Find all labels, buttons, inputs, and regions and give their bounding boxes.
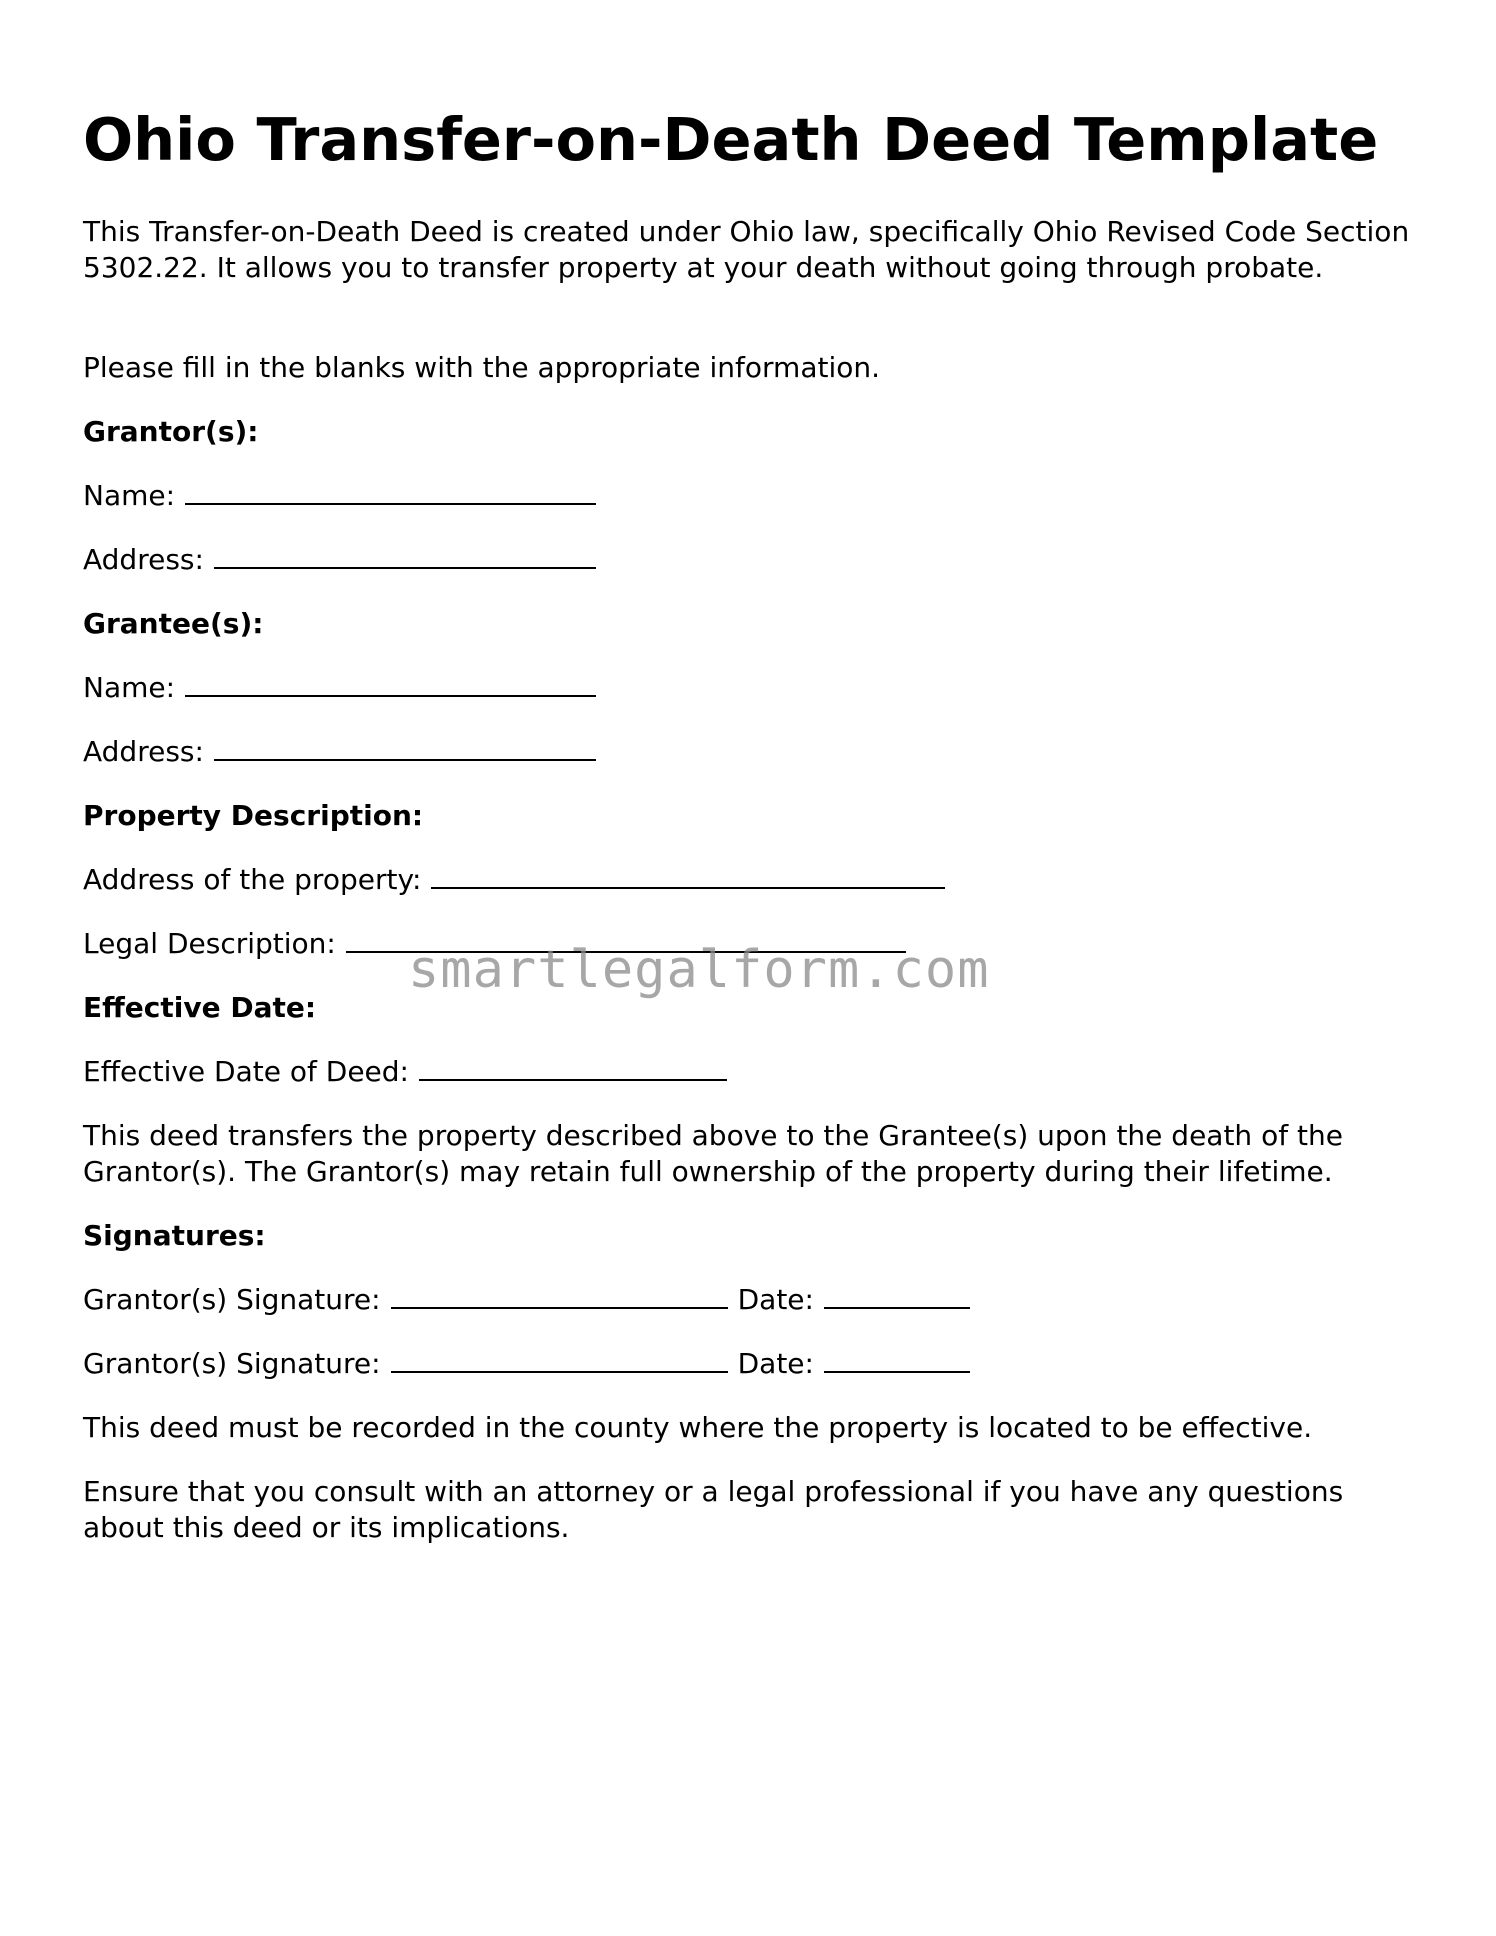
signature-field[interactable] — [391, 1347, 728, 1373]
consult-note: Ensure that you consult with an attorney or a legal professional if you have any questions about this deed or its implications. — [83, 1475, 1344, 1544]
grantor-name-field[interactable] — [185, 479, 596, 505]
signature-row — [83, 1346, 970, 1382]
signature-date-field[interactable] — [824, 1347, 970, 1373]
effective-date-field[interactable] — [419, 1055, 727, 1081]
instruction-text: Please fill in the blanks with the appropriate information. — [83, 351, 881, 384]
signature-field[interactable] — [391, 1283, 728, 1309]
signature-date-label: Date: — [737, 1347, 814, 1380]
intro-paragraph: This Transfer-on-Death Deed is created under Ohio law, specifically Ohio Revised Code Section 5302.22. It allows you to transfer property at your death without going through probate. — [83, 215, 1410, 284]
grantor-address-row — [83, 542, 596, 578]
signature-date-field[interactable] — [824, 1283, 970, 1309]
grantee-address-label: Address: — [83, 735, 204, 768]
page-title: Ohio Transfer-on-Death Deed Template — [83, 105, 1379, 174]
effective-date-label: Effective Date of Deed: — [83, 1055, 409, 1088]
grantee-name-label: Name: — [83, 671, 176, 704]
signature-date-label: Date: — [737, 1283, 814, 1316]
grantee-address-row — [83, 734, 596, 770]
grantee-address-field[interactable] — [214, 735, 596, 761]
grantor-heading: Grantor(s): — [83, 415, 259, 448]
grantee-heading: Grantee(s): — [83, 607, 264, 640]
property-address-row — [83, 862, 945, 898]
signature-label: Grantor(s) Signature: — [83, 1347, 381, 1380]
grantor-name-label: Name: — [83, 479, 176, 512]
transfer-statement: This deed transfers the property described above to the Grantee(s) upon the death of the Grantor(s). The Grantor(s) may retain full ownership of the property during their lifetime. — [83, 1119, 1343, 1188]
legal-description-label: Legal Description: — [83, 927, 336, 960]
effective-date-row — [83, 1054, 727, 1090]
property-address-field[interactable] — [431, 863, 945, 889]
watermark-text: smartlegalform.com — [408, 940, 990, 1000]
grantor-address-label: Address: — [83, 543, 204, 576]
signatures-heading: Signatures: — [83, 1219, 266, 1252]
signature-label: Grantor(s) Signature: — [83, 1283, 381, 1316]
effective-date-heading: Effective Date: — [83, 991, 317, 1024]
property-address-label: Address of the property: — [83, 863, 422, 896]
grantor-address-field[interactable] — [214, 543, 596, 569]
signature-row — [83, 1282, 970, 1318]
property-heading: Property Description: — [83, 799, 424, 832]
grantor-name-row — [83, 478, 596, 514]
grantee-name-field[interactable] — [185, 671, 596, 697]
grantee-name-row — [83, 670, 596, 706]
recording-note: This deed must be recorded in the county where the property is located to be effective. — [83, 1411, 1313, 1444]
